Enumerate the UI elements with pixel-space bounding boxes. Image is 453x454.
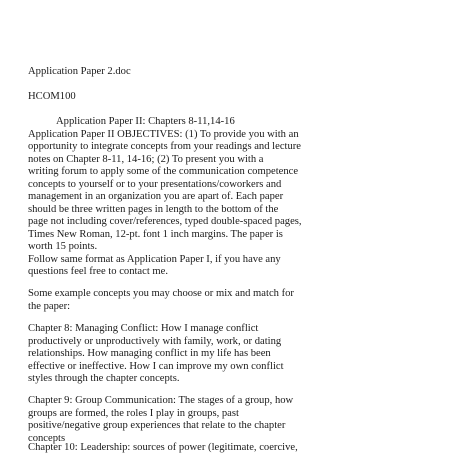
paragraph-line: productively or unproductively with family, work, or dating [28, 336, 281, 349]
paragraph-line: should be three written pages in length to the bottom of the [28, 204, 278, 217]
paragraph-line: styles through the chapter concepts. [28, 373, 180, 386]
paragraph-line: management in an organization you are apart of. Each paper [28, 191, 283, 204]
paragraph-line: concepts [28, 433, 65, 446]
paragraph-line: writing forum to apply some of the communication competence [28, 166, 298, 179]
paragraph-line: Some example concepts you may choose or mix and match for [28, 288, 294, 301]
paragraph-line: relationships. How managing conflict in my life has been [28, 348, 271, 361]
paragraph-line: Chapter 9: Group Communication: The stages of a group, how [28, 395, 293, 408]
paragraph-line: Chapter 10: Leadership: sources of power (legitimate, coercive, [28, 442, 298, 454]
assignment-title: Application Paper II: Chapters 8-11,14-16 [56, 116, 235, 129]
course-code: HCOM100 [28, 91, 76, 104]
paragraph-line: the paper: [28, 301, 70, 314]
paragraph-line: worth 15 points. [28, 241, 97, 254]
paragraph-line: page not including cover/references, typed double-spaced pages, [28, 216, 302, 229]
paragraph-line: Times New Roman, 12-pt. font 1 inch margins. The paper is [28, 229, 283, 242]
paragraph-line: questions feel free to contact me. [28, 266, 168, 279]
document-filename: Application Paper 2.doc [28, 66, 131, 79]
paragraph-line: concepts to yourself or to your presentations/coworkers and [28, 179, 281, 192]
paragraph-line: effective or ineffective. How I can improve my own conflict [28, 361, 284, 374]
paragraph-line: Application Paper II OBJECTIVES: (1) To provide you with an [28, 129, 299, 142]
paragraph-line: groups are formed, the roles I play in groups, past [28, 408, 239, 421]
paragraph-line: opportunity to integrate concepts from your readings and lecture [28, 141, 301, 154]
paragraph-line: positive/negative group experiences that relate to the chapter [28, 420, 285, 433]
paragraph-line: Chapter 8: Managing Conflict: How I manage conflict [28, 323, 258, 336]
paragraph-line: notes on Chapter 8-11, 14-16; (2) To present you with a [28, 154, 264, 167]
paragraph-line: Follow same format as Application Paper I, if you have any [28, 254, 281, 267]
